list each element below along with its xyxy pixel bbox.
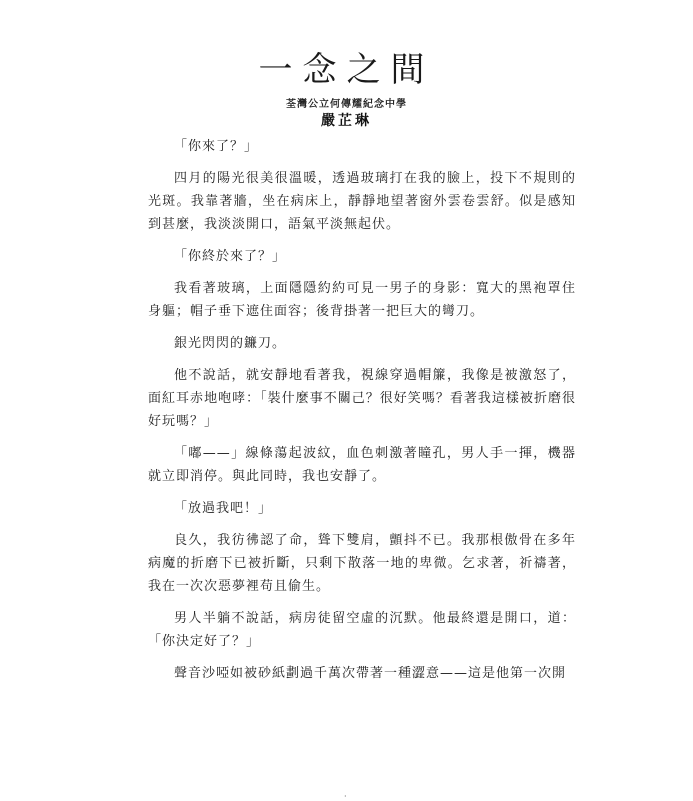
paragraph: 我看著玻璃，上面隱隱約約可見一男子的身影：寬大的黑袍罩住身軀；帽子垂下遮住面容；後背掛著一把巨大的彎刀。 — [148, 281, 576, 319]
paragraph: 四月的陽光很美很溫暖，透過玻璃打在我的臉上，投下不規則的光斑。我靠著牆，坐在病床上，靜靜地望著窗外雲卷雲舒。似是感知到甚麼，我淡淡開口，語氣平淡無起伏。 — [148, 171, 576, 232]
paragraph: 「嘟——」線條蕩起波紋，血色刺激著瞳孔，男人手一揮，機器就立即消停。與此同時，我也安靜了。 — [148, 446, 576, 484]
school-name: 荃灣公立何傳耀紀念中學 — [286, 99, 407, 110]
paragraph: 銀光閃閃的鐮刀。 — [174, 336, 287, 351]
author-name: 嚴芷琳 — [321, 113, 372, 129]
paragraph: 「你來了？」 — [174, 139, 259, 154]
paragraph: 男人半躺不說話，病房徒留空虛的沉默。他最終還是開口，道：「你決定好了？」 — [148, 611, 576, 649]
essay-body — [148, 135, 576, 694]
page-number-mark: · — [344, 792, 347, 801]
paragraph: 「你終於來了？」 — [174, 249, 287, 264]
paragraph: 「放過我吧！」 — [174, 501, 273, 516]
paragraph: 良久，我彷彿認了命，聳下雙肩，顫抖不已。我那根傲骨在多年病魔的折磨下已被折斷，只剩下散落一地的卑微。乞求著，祈禱著，我在一次次惡夢裡苟且偷生。 — [148, 533, 576, 594]
paragraph: 聲音沙啞如被砂紙劃過千萬次帶著一種澀意——這是他第一次開 — [174, 666, 567, 681]
paragraph: 他不說話，就安靜地看著我，視線穿過帽簾，我像是被激怒了，面紅耳赤地咆哮：「裝什麼事不關己？很好笑嗎？看著我這樣被折磨很好玩嗎？」 — [148, 368, 576, 429]
essay-title: 一念之間 — [258, 50, 435, 90]
